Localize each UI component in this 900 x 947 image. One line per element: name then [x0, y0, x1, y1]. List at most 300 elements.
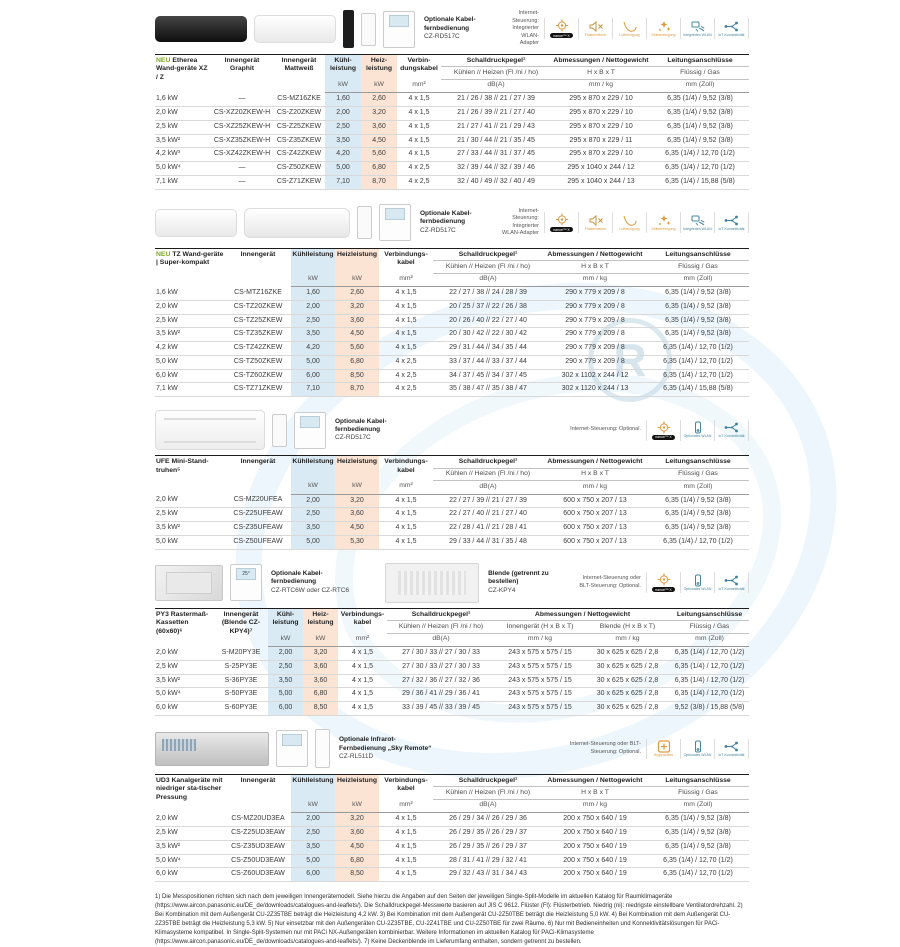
capacity-cell: 2,5 kW [155, 120, 211, 134]
data-cell: CS-MZ16ZKE [277, 95, 321, 103]
data-cell: CS-Z25UFEAW [225, 508, 291, 522]
data-cell: 4 x 1,5 [395, 289, 417, 297]
feature-icon-label: Luftreinigung [619, 33, 640, 38]
data-cell: 6,35 (1/4) / 9,52 (3/8) [665, 815, 731, 823]
data-cell: 5,00 [291, 355, 335, 369]
wall-unit-graphite-image [155, 16, 247, 42]
data-cell: 6,35 (1/4) / 12,70 (1/2) [647, 342, 749, 356]
data-cell: 4 x 1,5 [379, 508, 433, 522]
data-cell: S-M20PY3E [221, 648, 261, 656]
section-title: NEU Etherea Wand-geräte XZ / Z [156, 57, 208, 81]
data-cell: 7,10 [325, 175, 361, 189]
feature-icon-label: Optionales WLAN [683, 752, 712, 757]
unit-dba: dB(A) [433, 481, 543, 494]
data-cell: 6,35 (1/4) / 9,52 (3/8) [651, 120, 749, 134]
section-title: UFE Mini-Stand-truhen⁵ [156, 458, 209, 474]
data-cell: CS-TZ50ZKEW [225, 355, 291, 369]
data-cell: CS-XZ25ZKEW-H [211, 120, 273, 134]
data-cell: CS-Z50UD3EAW [225, 854, 291, 868]
data-cell: S-25PY3E [214, 660, 268, 674]
ud3-spec-table [155, 774, 749, 882]
data-cell: 5,30 [335, 535, 379, 549]
capacity-cell: 5,0 kW⁴ [155, 688, 214, 702]
unit-mm2: mm² [379, 273, 433, 286]
data-cell: 2,00 [291, 494, 335, 508]
data-cell: 290 x 779 x 209 / 8 [543, 300, 647, 314]
col-abmessungen: Abmessungen / Nettogewicht [543, 248, 647, 260]
capacity-cell: 3,5 kW² [155, 328, 225, 342]
col-verbindungskabel: Verbindungs-kabel [340, 610, 385, 627]
table-row [155, 508, 749, 522]
section-title: NEU TZ Wand-geräte | Super-kompakt [156, 250, 224, 267]
col-kuehlleistung: Kühlleistung [291, 774, 335, 799]
product-images [155, 564, 262, 601]
feature-icons [646, 572, 749, 593]
feature-icon-label: IoT-Konnektivität [718, 33, 745, 38]
data-cell: CS-MZ20UFEA [233, 496, 283, 504]
data-cell: 4 x 1,5 [397, 107, 441, 121]
data-cell: S-50PY3E [214, 688, 268, 702]
sub-fluessig: Flüssig / Gas [651, 67, 749, 79]
data-cell: 2,50 [268, 660, 303, 674]
data-cell: — [238, 95, 246, 103]
etherea-spec-table [155, 54, 749, 190]
data-cell: 2,00 [325, 107, 361, 121]
capacity-cell: 3,5 kW² [155, 674, 214, 688]
nanoe-icon [646, 420, 680, 441]
capacity-cell: 2,0 kW [156, 815, 178, 823]
remote-image [272, 414, 287, 447]
sub-fluessig: Flüssig / Gas [670, 621, 749, 633]
feature-icon-label: IoT-Konnektivität [718, 586, 745, 591]
steuerung-note: Internet-Steuerung oder BLT-Steuerung: Optional. [579, 575, 641, 589]
data-cell: 21 / 26 / 39 // 21 / 27 / 40 [441, 107, 551, 121]
col-abmessungen: Abmessungen / Nettogewicht [551, 55, 651, 67]
capacity-cell: 5,0 kW [155, 355, 225, 369]
wall-unit-large-image [244, 208, 350, 238]
sub-hbt: H x B x T [543, 468, 647, 480]
data-cell: 200 x 750 x 640 / 19 [543, 868, 647, 882]
data-cell: 6,35 (1/4) / 12,70 (1/2) [670, 674, 749, 688]
data-cell: 4 x 1,5 [397, 134, 441, 148]
blende-code: CZ-KPY4 [488, 586, 516, 594]
data-cell: 3,50 [268, 674, 303, 688]
data-cell: 6,35 (1/4) / 9,52 (3/8) [665, 496, 731, 504]
feature-block [570, 420, 749, 441]
unit-mmzoll: mm (Zoll) [647, 273, 749, 286]
ir-remote-image [315, 729, 330, 768]
data-cell: 2,60 [361, 93, 397, 107]
feature-icon-label: IoT-Konnektivität [718, 434, 745, 439]
feature-block [555, 739, 749, 759]
iot-icon [714, 572, 749, 593]
feature-icon-label: Luftreinigung [619, 226, 640, 231]
data-cell: 21 / 26 / 38 // 21 / 27 / 39 [457, 95, 535, 103]
feature-block [501, 208, 749, 238]
data-cell: 1,60 [291, 287, 335, 301]
data-cell: 3,50 [291, 328, 335, 342]
iot-icon [714, 18, 749, 39]
remote-screen [282, 734, 302, 746]
sub-fluessig: Flüssig / Gas [647, 468, 749, 480]
device-icon [680, 420, 714, 441]
data-cell: 3,50 [325, 134, 361, 148]
unit-kw: kW [291, 273, 335, 286]
capacity-cell: 3,5 kW² [155, 522, 225, 536]
capacity-cell: 4,2 kW³ [155, 148, 211, 162]
feature-icon-label: Integriertes WLAN [683, 33, 712, 38]
unit-kw: kW [335, 273, 379, 286]
steuerung-note: Internet-Steuerung: Optional. [570, 426, 641, 433]
unit-kw: kW [325, 79, 361, 92]
data-cell: 27 / 33 / 44 // 31 / 37 / 45 [441, 148, 551, 162]
table-row [155, 660, 749, 674]
col-abmessungen: Abmessungen / Nettogewicht [543, 774, 647, 786]
feature-icons [646, 420, 749, 441]
feature-block [504, 10, 749, 47]
remote-label [424, 16, 504, 41]
capacity-cell: 2,0 kW [156, 496, 178, 504]
data-cell: 30 x 625 x 625 / 2,8 [585, 702, 670, 716]
feature-icon-label: Selbstreinigung [651, 33, 676, 38]
data-cell: 6,35 (1/4) / 12,70 (1/2) [647, 868, 749, 882]
data-cell: 4 x 1,5 [379, 314, 433, 328]
col-schalldruckpegel: Schalldruckpegel¹ [433, 248, 543, 260]
iot-icon [714, 739, 749, 759]
data-cell: 3,60 [361, 120, 397, 134]
data-cell: 4,50 [335, 522, 379, 536]
data-cell: 6,35 (1/4) / 12,70 (1/2) [670, 688, 749, 702]
feature-icon-label: nanoe™ X [652, 435, 675, 440]
data-cell: 4 x 1,5 [379, 342, 433, 356]
capacity-cell: 1,6 kW [156, 288, 178, 296]
data-cell: CS-MZ20UD3EA [231, 815, 285, 823]
data-cell: CS-Z71ZKEW [273, 175, 325, 189]
mute-icon [578, 18, 612, 39]
remote-title: Optionale Kabel-fernbedienung [424, 16, 476, 32]
data-cell: 6,80 [303, 688, 338, 702]
wired-remote-image [276, 730, 308, 767]
capacity-cell: 5,0 kW⁴ [155, 854, 225, 868]
data-cell: 8,50 [335, 369, 379, 383]
panel-images [385, 563, 479, 603]
section-etherea-header [155, 7, 749, 51]
product-images [155, 410, 326, 450]
sub-schall: Kühlen // Heizen (Fl /ni / ho) [387, 621, 495, 633]
table-row [155, 854, 749, 868]
feature-icons [646, 739, 749, 759]
data-cell: 4,50 [335, 328, 379, 342]
unit-mmzoll: mm (Zoll) [651, 79, 749, 92]
data-cell: 2,60 [335, 287, 379, 301]
unit-mmzoll: mm (Zoll) [647, 481, 749, 494]
data-cell: 3,60 [335, 508, 379, 522]
data-cell: 27 / 30 / 33 // 27 / 30 / 33 [387, 660, 495, 674]
remote-code: CZ-RD517C [420, 226, 456, 234]
data-cell: 4 x 1,5 [338, 660, 387, 674]
col-innengeraet: Innengerät [240, 776, 276, 784]
data-cell: CS-TZ25ZKEW [225, 314, 291, 328]
data-cell: 22 / 28 / 41 // 21 / 28 / 41 [433, 522, 543, 536]
data-cell: 6,80 [335, 355, 379, 369]
data-cell: 6,35 (1/4) / 9,52 (3/8) [665, 289, 731, 297]
data-cell: 21 / 30 / 44 // 21 / 35 / 45 [441, 134, 551, 148]
data-cell: 3,60 [303, 660, 338, 674]
data-cell: 34 / 37 / 45 // 34 / 37 / 45 [433, 369, 543, 383]
product-images [155, 10, 415, 48]
col-innengeraet-mattweiss: Innengerät Mattweiß [281, 57, 317, 73]
data-cell: 295 x 870 x 229 / 10 [551, 148, 651, 162]
data-cell: CS-Z42ZKEW [273, 148, 325, 162]
unit-dba: dB(A) [433, 273, 543, 286]
sub-abm-innengeraet: Innengerät (H x B x T) [495, 621, 585, 633]
data-cell: CS-Z35ZKEW [273, 134, 325, 148]
col-heizleistung: Heizleistung [335, 774, 379, 799]
nanoe-icon [544, 212, 578, 233]
sub-fluessig: Flüssig / Gas [647, 787, 749, 799]
data-cell: 27 / 30 / 33 // 27 / 30 / 33 [402, 649, 480, 657]
data-cell: 3,50 [291, 840, 335, 854]
unit-mmzoll: mm (Zoll) [670, 633, 749, 646]
table-row [155, 148, 749, 162]
data-cell: 6,35 (1/4) / 9,52 (3/8) [651, 134, 749, 148]
remote-label [271, 570, 359, 595]
capacity-cell: 2,0 kW [155, 300, 225, 314]
data-cell: 6,35 (1/4) / 12,70 (1/2) [647, 355, 749, 369]
remote-label [420, 210, 501, 235]
unit-mmzoll: mm (Zoll) [647, 799, 749, 812]
product-images [155, 204, 411, 241]
sub-hbt: H x B x T [543, 261, 647, 273]
remote-image [361, 13, 376, 46]
data-cell: 3,60 [335, 314, 379, 328]
data-cell: 22 / 27 / 39 // 21 / 27 / 39 [449, 496, 527, 504]
data-cell: 6,35 (1/4) / 15,88 (5/8) [651, 175, 749, 189]
data-cell: 6,00 [291, 868, 335, 882]
table-row [155, 175, 749, 189]
footnotes: 1) Die Messpositionen richten sich nach dem jeweiligen Innengerätemodell. Siehe hierzu die Angaben auf den Seiten der jeweiligen Single-Split-Modelle im aktuellen Katalog für Raumklimageräte (https://www.aircon.panasonic.eu/DE_de/downloads/catalogues-and-leaflets/). Die Schalldruckpegel-Messwerte basieren auf JIS C 9612. Flüster (Fl): Flüsterbetrieb. Niedrig (ni): niedrigste einstellbare Ventilatordrehzahl. 2) Bei Kombination mit dem Außengerät CU-2Z35TBE beträgt die Heizleistung 4,2 kW. 3) Bei Kombination mit dem Außengerät CU-2Z50TBE beträgt die Heizleistung 5,0 kW. 4) Bei Kombination mit dem Außengerät CU-2Z35TBE beträgt die Heizleistung 5,3 kW. 5) Nur einsetzbar mit den Außengeräten CU-2Z35TBE, CU-2Z41TBE und CU-2Z50TBE für zwei Räume. 6) Nur mit Bedieneinheiten und Konnektivitätslösungen für PACi-Klimasysteme kompatibel. In Single-Split-Systemen nur mit PACi NX-Außengeräten kombinierbar. Weitere Informationen im aktuellen Katalog für PACi-Klimasysteme (https://www.aircon.panasonic.eu/DE_de/downloads/catalogues-and-leaflets/). 7) Keine Deckenblende im Lieferumfang enthalten, sondern getrennt zu bestellen. [155, 894, 743, 946]
remote-title: Optionale Kabel-fernbedienung [271, 569, 323, 586]
data-cell: 243 x 575 x 575 / 15 [495, 702, 585, 716]
feature-icons [544, 212, 749, 233]
neu-badge: NEU [156, 250, 171, 258]
data-cell: 5,60 [361, 148, 397, 162]
table-row [155, 342, 749, 356]
sub-schall: Kühlen // Heizen (Fl /ni / ho) [441, 67, 551, 79]
data-cell: 3,50 [291, 522, 335, 536]
data-cell: 4,20 [291, 342, 335, 356]
remote-screen [389, 15, 409, 27]
col-kuehlleistung: Kühl-leistung [325, 55, 361, 80]
data-cell: 6,35 (1/4) / 12,70 (1/2) [647, 535, 749, 549]
data-cell: 30 x 625 x 625 / 2,8 [585, 688, 670, 702]
data-cell: 4 x 1,5 [395, 815, 417, 823]
sub-schall: Kühlen // Heizen (Fl /ni / ho) [433, 468, 543, 480]
capacity-cell: 4,2 kW [155, 342, 225, 356]
table-row [155, 647, 749, 661]
data-cell: 29 / 33 / 44 // 31 / 35 / 48 [433, 535, 543, 549]
data-cell: CS-Z25ZKEW [273, 120, 325, 134]
data-cell: 6,35 (1/4) / 9,52 (3/8) [651, 107, 749, 121]
data-cell: 2,50 [291, 827, 335, 841]
capacity-cell: 2,0 kW [156, 648, 178, 656]
section-ufe-header [155, 408, 749, 452]
data-cell: 6,35 (1/4) / 12,70 (1/2) [647, 854, 749, 868]
col-leitungsanschluesse: Leitungsanschlüsse [670, 608, 749, 620]
data-cell: 2,50 [291, 508, 335, 522]
data-cell: 32 / 39 / 44 // 32 / 39 / 46 [441, 162, 551, 176]
cassette-panel-image [385, 563, 479, 603]
capacity-cell: 2,5 kW [155, 827, 225, 841]
data-cell: 4 x 1,5 [379, 840, 433, 854]
data-cell: CS-MTZ16ZKE [234, 288, 282, 296]
data-cell: 4 x 1,5 [397, 148, 441, 162]
data-cell: 28 / 31 / 41 // 29 / 32 / 41 [433, 854, 543, 868]
data-cell: 3,20 [335, 813, 379, 827]
data-cell: 22 / 27 / 40 // 21 / 27 / 40 [433, 508, 543, 522]
data-cell: 1,60 [325, 93, 361, 107]
data-cell: 6,35 (1/4) / 15,88 (5/8) [647, 383, 749, 397]
data-cell: 200 x 750 x 640 / 19 [563, 815, 627, 823]
data-cell: 302 x 1102 x 244 / 12 [543, 369, 647, 383]
wlan-icon [680, 212, 714, 233]
section-title: PY3 Rastermaß-Kassetten (60x60)⁶ [156, 610, 209, 635]
table-row [155, 107, 749, 121]
data-cell: — [211, 175, 273, 189]
data-cell: 6,35 (1/4) / 9,52 (3/8) [647, 840, 749, 854]
remote-code: CZ-RL511D [339, 753, 374, 761]
data-cell: CS-TZ35ZKEW [225, 328, 291, 342]
table-row [155, 383, 749, 397]
unit-dba: dB(A) [387, 633, 495, 646]
table-row [155, 522, 749, 536]
data-cell: 4 x 1,5 [379, 868, 433, 882]
data-cell: 600 x 750 x 207 / 13 [543, 508, 647, 522]
data-cell: 4 x 1,5 [379, 535, 433, 549]
table-row [155, 120, 749, 134]
data-cell: 243 x 575 x 575 / 15 [508, 649, 572, 657]
wired-remote-image [230, 564, 262, 601]
data-cell: 6,35 (1/4) / 12,70 (1/2) [674, 649, 745, 657]
capacity-cell: 3,5 kW² [155, 134, 211, 148]
data-cell: 6,35 (1/4) / 9,52 (3/8) [647, 328, 749, 342]
remote-code: CZ-RTC6W oder CZ-RTC6 [271, 586, 350, 594]
feature-icon-label: nanoe™ X [652, 587, 675, 592]
section-title: UD3 Kanalgeräte mit niedriger sta-tischer Pressung [156, 776, 223, 801]
unit-mm2: mm² [338, 633, 387, 646]
col-innengeraet-graphit: Innengerät Graphit [224, 57, 260, 73]
capacity-cell: 1,6 kW [156, 95, 178, 103]
data-cell: 8,50 [303, 702, 338, 716]
data-cell: 290 x 779 x 209 / 8 [543, 328, 647, 342]
wired-remote-image [379, 204, 411, 241]
data-cell: 6,35 (1/4) / 12,70 (1/2) [670, 660, 749, 674]
data-cell: S-60PY3E [214, 702, 268, 716]
data-cell: 6,80 [335, 854, 379, 868]
data-cell: — [211, 162, 273, 176]
data-cell: 6,35 (1/4) / 12,70 (1/2) [651, 162, 749, 176]
data-cell: CS-TZ60ZKEW [225, 369, 291, 383]
data-cell: 6,35 (1/4) / 9,52 (3/8) [647, 300, 749, 314]
data-cell: CS-Z35UFEAW [225, 522, 291, 536]
data-cell: 29 / 32 / 43 // 31 / 34 / 43 [433, 868, 543, 882]
data-cell: CS-TZ71ZKEW [225, 383, 291, 397]
wired-remote-image [294, 412, 326, 449]
table-row [155, 93, 749, 107]
data-cell: CS-Z50UFEAW [225, 535, 291, 549]
sub-hbt: H x B x T [543, 787, 647, 799]
steuerung-note: Internet-Steuerung oder BLT-Steuerung: Optional. [569, 741, 641, 755]
capacity-cell: 3,5 kW² [155, 840, 225, 854]
data-cell: 200 x 750 x 640 / 19 [543, 840, 647, 854]
data-cell: 295 x 870 x 229 / 10 [569, 95, 633, 103]
data-cell: 29 / 31 / 44 // 34 / 35 / 44 [433, 342, 543, 356]
unit-mm2: mm² [379, 799, 433, 812]
data-cell: 6,00 [268, 702, 303, 716]
data-cell: 243 x 575 x 575 / 15 [495, 688, 585, 702]
airflow-icon [612, 212, 646, 233]
data-cell: CS-XZ42ZKEW-H [211, 148, 273, 162]
remote-label [339, 736, 434, 761]
registered-watermark: R [588, 318, 672, 402]
sparkle-icon [646, 212, 680, 233]
data-cell: 600 x 750 x 207 / 13 [543, 535, 647, 549]
data-cell: 30 x 625 x 625 / 2,8 [585, 660, 670, 674]
data-cell: 3,20 [335, 300, 379, 314]
col-schalldruckpegel: Schalldruckpegel¹ [433, 774, 543, 786]
sub-schall: Kühlen // Heizen (Fl /ni / ho) [433, 261, 543, 273]
data-cell: 4 x 1,5 [351, 649, 373, 657]
data-cell: 26 / 29 / 35 // 26 / 29 / 37 [433, 827, 543, 841]
data-cell: CS-Z25UD3EAW [225, 827, 291, 841]
data-cell: 32 / 40 / 49 // 32 / 40 / 49 [441, 175, 551, 189]
col-kuehlleistung: Kühl-leistung [268, 608, 303, 633]
data-cell: 35 / 38 / 47 // 35 / 38 / 47 [433, 383, 543, 397]
feature-icon-label: Selbstreinigung [651, 226, 676, 231]
unit-kw: kW [291, 799, 335, 812]
steuerung-note: Internet-Steuerung: Integrierter WLAN-Adapter [512, 10, 539, 47]
col-verbindungskabel: Verbindungs-kabel [384, 776, 428, 793]
data-cell: 27 / 32 / 36 // 27 / 32 / 36 [387, 674, 495, 688]
ufe-spec-table [155, 455, 749, 549]
remote-dark-image [343, 10, 354, 48]
unit-mmkg: mm / kg [585, 633, 670, 646]
data-cell: 4 x 1,5 [379, 854, 433, 868]
capacity-cell: 2,5 kW [155, 314, 225, 328]
feature-icons [544, 18, 749, 39]
remote-title: Optionale Kabel-fernbedienung [335, 417, 387, 433]
table-row [155, 688, 749, 702]
capacity-cell: 7,1 kW [155, 175, 211, 189]
section-tz-header [155, 201, 749, 245]
col-leitungsanschluesse: Leitungsanschlüsse [647, 774, 749, 786]
unit-mmkg: mm / kg [543, 481, 647, 494]
table-row [155, 494, 749, 508]
data-cell: 4 x 1,5 [408, 95, 430, 103]
capacity-cell: 6,0 kW [155, 369, 225, 383]
unit-dba: dB(A) [441, 79, 551, 92]
sub-schall: Kühlen // Heizen (Fl /ni / ho) [433, 787, 543, 799]
data-cell: 8,50 [335, 868, 379, 882]
catalog-page [155, 4, 749, 947]
data-cell: 295 x 1040 x 244 / 13 [551, 175, 651, 189]
capacity-cell: 5,0 kW [155, 535, 225, 549]
data-cell: 22 / 27 / 38 // 24 / 28 / 39 [449, 289, 527, 297]
col-verbindungskabel: Verbindungs-kabel [384, 250, 428, 267]
data-cell: 6,80 [361, 162, 397, 176]
sub-hbt: H x B x T [551, 67, 651, 79]
table-row [155, 300, 749, 314]
